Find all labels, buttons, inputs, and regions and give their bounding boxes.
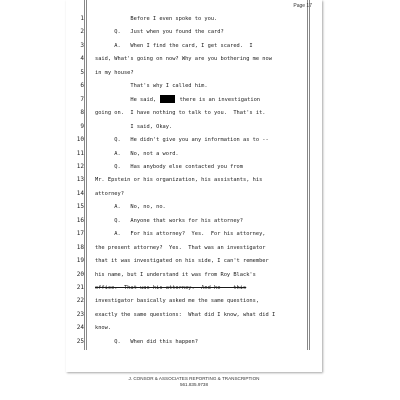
line-text	[95, 337, 198, 347]
line-text	[95, 135, 269, 145]
line-number: 17	[76, 230, 84, 238]
line-number: 6	[80, 82, 84, 90]
line-text	[95, 175, 262, 185]
line-text	[95, 202, 166, 212]
line-text	[95, 189, 124, 199]
line-text	[95, 68, 134, 78]
line-text	[95, 14, 217, 24]
line-segment: A. When I find the card, I get scared. I	[95, 42, 253, 49]
transcript-line	[66, 229, 322, 239]
line-segment: Before I even spoke to you.	[95, 16, 218, 22]
line-number: 8	[80, 109, 84, 117]
line-text	[95, 95, 260, 105]
struck-text: office. That was his attorney. And he -- this	[95, 285, 247, 291]
line-segment: That's why I called him.	[95, 83, 208, 90]
line-segment: A. No, no, no.	[95, 204, 166, 211]
line-number: 13	[76, 176, 84, 184]
line-text	[95, 323, 111, 333]
line-number: 11	[76, 149, 84, 157]
line-segment: investigator basically asked me the same questions,	[95, 298, 260, 305]
line-number: 20	[76, 270, 84, 278]
line-segment: I said, Okay.	[95, 123, 173, 130]
line-number: 5	[80, 68, 84, 76]
transcript-line	[66, 189, 322, 199]
line-number: 4	[80, 55, 84, 63]
line-text	[95, 216, 243, 226]
line-segment: there is an investigation	[176, 96, 261, 103]
line-text	[95, 162, 243, 172]
line-number: 1	[80, 15, 84, 22]
line-segment: Q. Just when you found the card?	[95, 29, 224, 36]
transcript-line	[66, 41, 322, 51]
line-segment: Q. Has anybody else contacted you from	[95, 163, 243, 170]
line-text	[95, 149, 179, 159]
footer-phone: 561.835.9738	[179, 382, 209, 387]
transcript-line	[66, 81, 322, 91]
transcript-line	[66, 296, 322, 306]
line-text	[95, 229, 266, 239]
line-segment: A. No, not a word.	[95, 150, 179, 157]
line-number: 3	[80, 41, 84, 49]
line-segment: Q. He didn't give you any information as to --	[95, 137, 269, 144]
transcript-line	[66, 270, 322, 280]
transcript-line	[66, 202, 322, 212]
transcript-line	[66, 122, 322, 132]
line-segment: going on. I have nothing to talk to you. That's it.	[95, 110, 266, 117]
line-text	[95, 54, 272, 64]
transcript-line	[66, 256, 322, 266]
line-segment: He said,	[95, 96, 160, 103]
line-number: 7	[80, 95, 84, 103]
line-number: 18	[76, 243, 84, 251]
line-text	[95, 310, 275, 320]
line-segment: attorney?	[95, 190, 124, 197]
transcript-line	[66, 337, 322, 347]
line-segment: exactly the same questions: What did I know, what did I	[95, 311, 276, 318]
transcript-line	[66, 14, 322, 24]
line-text	[95, 41, 253, 51]
line-text	[95, 122, 172, 132]
line-number: 19	[76, 257, 84, 265]
transcript-line	[66, 175, 322, 185]
line-text	[95, 243, 266, 253]
line-number: 23	[76, 310, 84, 318]
line-segment: know.	[95, 325, 112, 332]
line-segment: that it was investigated on his side, I can't remember	[95, 258, 269, 265]
line-number: 15	[76, 203, 84, 211]
line-segment: Mr. Epstein or his organization, his assistants, his	[95, 177, 263, 184]
transcript-line	[66, 27, 322, 37]
line-segment: Q. When did this happen?	[95, 338, 198, 345]
line-number: 9	[80, 122, 84, 130]
line-segment: in my house?	[95, 69, 134, 76]
transcript-line	[66, 149, 322, 159]
footer-company: J. CONSOR & ASSOCIATES REPORTING & TRANSCRIPTION	[128, 376, 260, 381]
line-number: 2	[80, 28, 84, 36]
line-text	[95, 108, 266, 118]
transcript-line	[66, 135, 322, 145]
line-text	[95, 270, 256, 280]
transcript-line	[66, 162, 322, 172]
transcript-page	[66, 0, 322, 372]
line-number: 14	[76, 189, 84, 197]
redaction-block	[160, 95, 175, 103]
line-segment: his name, but I understand it was from Roy Black's	[95, 271, 256, 278]
line-segment: said, What's going on now? Why are you bothering me now	[95, 56, 272, 63]
line-number: 22	[76, 297, 84, 305]
line-text	[95, 296, 259, 306]
transcript-line	[66, 216, 322, 226]
transcript-line	[66, 283, 322, 293]
transcript-line	[66, 108, 322, 118]
line-number: 10	[76, 136, 84, 144]
transcript-line	[66, 68, 322, 78]
transcript-line	[66, 54, 322, 64]
transcript-line	[66, 310, 322, 320]
transcript-line	[66, 95, 322, 105]
line-text	[95, 256, 269, 266]
line-text	[95, 283, 246, 293]
page-number: Page 17	[293, 3, 312, 9]
line-number: 24	[76, 324, 84, 332]
line-segment: the present attorney? Yes. That was an investigator	[95, 244, 266, 251]
line-segment: A. For his attorney? Yes. For his attorney,	[95, 231, 266, 238]
line-text	[95, 27, 224, 37]
line-number: 21	[76, 284, 84, 291]
line-number: 25	[76, 337, 84, 345]
line-segment: Q. Anyone that works for his attorney?	[95, 217, 243, 224]
line-number: 12	[76, 162, 84, 170]
transcript-line	[66, 323, 322, 333]
transcript-line	[66, 243, 322, 253]
line-text	[95, 81, 208, 91]
line-number: 16	[76, 216, 84, 224]
